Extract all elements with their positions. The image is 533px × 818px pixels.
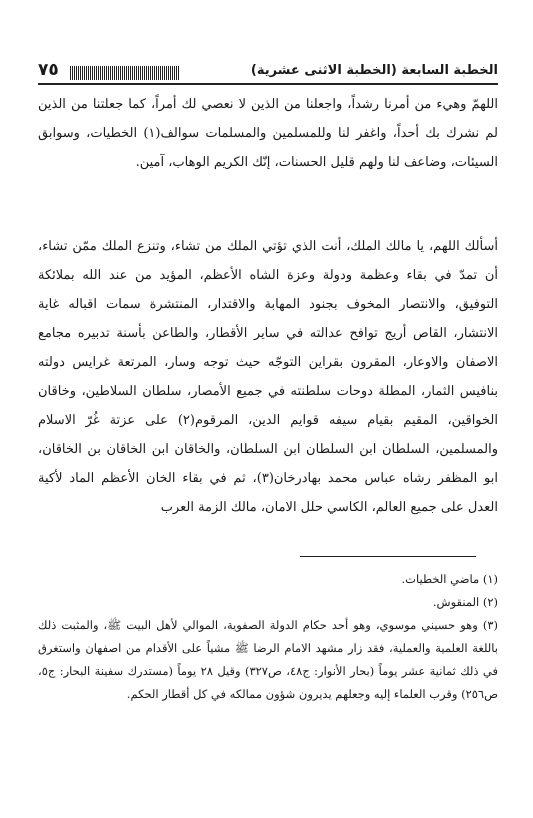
body-paragraph-2: أسألك اللهم، يا مالك الملك، أنت الذي تؤتي الملك من تشاء، وتنزع الملك ممّن تشاء، أن تمدّ في بقاء وعظمة ودولة وعزة الشاه الأعظم، المؤيد من عند الله بملائكة التوفيق، والانتصار المخوف بجنود المهابة والاقتدار، المنتشرة سمات اقباله غاية الانتشار، القاص أريج توافح عدالته في ساير الأقطار، والطاعن بأسنة تدبيره مجامع الاصفان والاوعار، المقرون بقراين التوجّه حيث توجه وسار، المرتعة غرايس دولته بنافيس الثمار، المطلة دوحات سلطنته في جميع الأمصار، سلطان السلاطين، وخاقان الخواقين، المقيم بقيام سيفه قوايم الدين، المرقوم(٢) على عزتة غُرّ الاسلام والمسلمين، السلطان ابن السلطان ابن السلطان، والخاقان ابن الخاقان بن الخاقان، ابو المظفر رشاه عباس محمد بهادرخان(٣)، ثم في بقاء الخان الأعظم الماد لأكية العدل على جميع العالم، الكاسي حلل الامان، مالك الزمة العرب [38,239,498,515]
running-title: الخطبة السابعة (الخطبة الاثنى عشرية) [250,63,498,78]
header-rule [38,83,498,85]
footnote-2: (٢) المنقوش. [432,595,498,609]
body-paragraph-1: اللهمّ وهيء من أمرنا رشداً، واجعلنا من الذين لا نعصي لك أمراً، كما جعلتنا من الذين لم نشرك بك أحداً، واغفر لنا وللمسلمين والمسلمات سوالف(١) الخطيات، وسوابق السيئات، وضاعف لنا ولهم قليل الحسنات، إنّك الكريم الوهاب، آمين. [38,97,498,170]
footnote-separator [300,556,476,557]
footnotes [38,568,498,706]
header-decorative-band [70,66,180,80]
footnote-1: (١) ماضي الخطيات. [401,572,498,586]
page-number: ٧٥ [38,60,59,80]
page-header [38,60,498,84]
footnote-3: (٣) وهو حسيني موسوي، وهو أحد حكام الدولة الصفوية، الموالي لأهل البيت ﷺ، والمثبت ذلك باللغة العلمية والعملية، فقد زار مشهد الامام الرضا ﷺ مشياً على الأقدام من اصفهان واستغرق في ذلك ثمانية عشر يوماً (بحار الأنوار: ج٤٨، ص٣٢٧) وقيل ٢٨ يوماً (مستدرك سفينة البحار: ج٥، ص٢٥٦) وقرب العلماء إليه وجعلهم يديرون شؤون ممالكه في كل أقطار الحكم. [38,618,498,701]
